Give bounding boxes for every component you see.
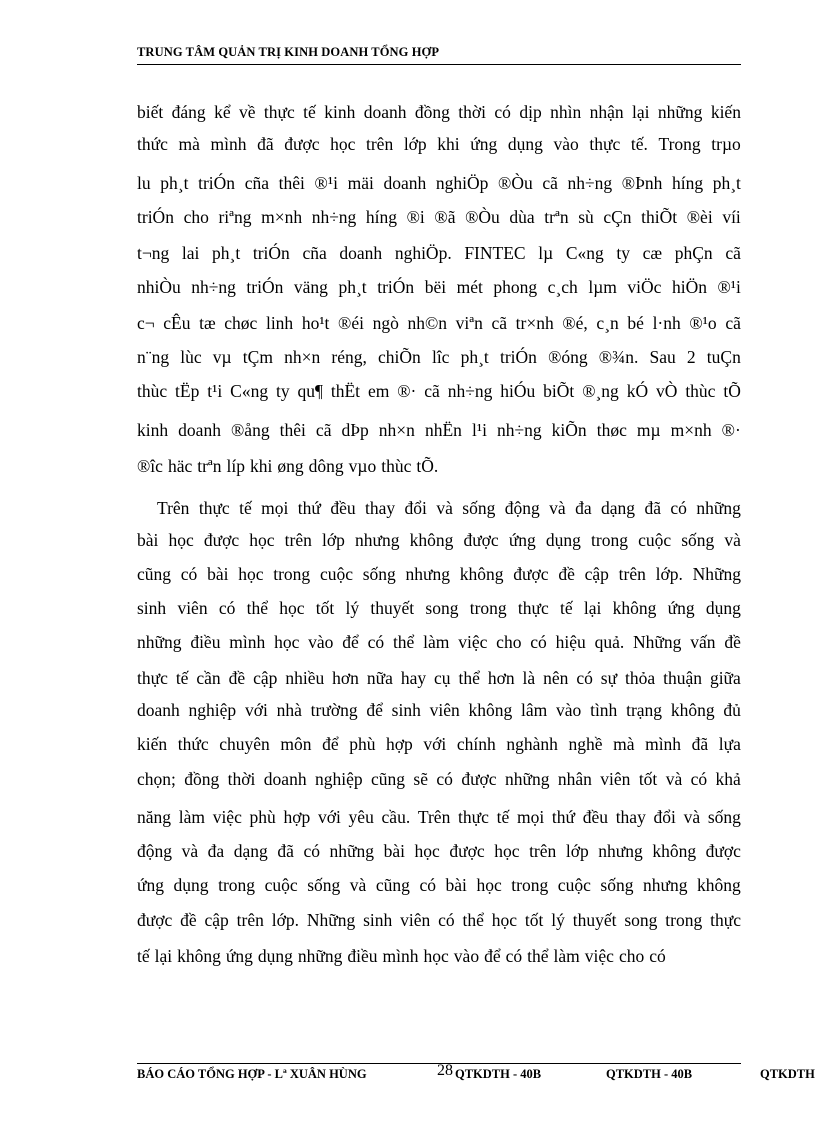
body-line: n¨ng lùc vµ tÇm nh×n réng, chiÕn lîc ph¸t triÓn ®óng ®¾n. Sau 2 tuÇn <box>137 347 741 367</box>
body-line: sinh viên có thể học tốt lý thuyết song trong thực tế lại không ứng dụng <box>137 598 741 618</box>
body-line: nhiÒu nh÷ng triÓn väng ph¸t triÓn bëi mét phong c¸ch lµm viÖc hiÖn ®¹i <box>137 277 741 297</box>
body-line: những điều mình học vào để có thể làm việc cho có hiệu quả. Những vấn đề <box>137 632 741 652</box>
body-line: năng làm việc phù hợp với yêu cầu. Trên thực tế mọi thứ đều thay đổi và sống <box>137 807 741 827</box>
body-line: chọn; đồng thời doanh nghiệp cũng sẽ có được những nhân viên tốt và có khả <box>137 769 741 789</box>
body-line: Trên thực tế mọi thứ đều thay đổi và sống động và đa dạng đã có những <box>157 498 741 518</box>
body-line: c¬ cÊu tæ chøc linh ho¹t ®éi ngò nh©n viªn cã tr×nh ®é, c¸n bé l·nh ®¹o cã <box>137 313 741 333</box>
footer-class-2: QTKDTH - 40B <box>606 1067 693 1081</box>
body-line: kiến thức chuyên môn để phù hợp với chính nghành nghề mà mình đã lựa <box>137 734 741 754</box>
page-header <box>137 44 741 65</box>
footer-page-number: 28 <box>437 1062 453 1079</box>
body-line: được đề cập trên lớp. Những sinh viên có thể học tốt lý thuyết song trong thực <box>137 910 741 930</box>
body-line: triÓn cho riªng m×nh nh÷ng híng ®i ®ã ®Òu dùa trªn sù cÇn thiÕt ®èi víi <box>137 207 741 227</box>
footer-report-title: BÁO CÁO TỔNG HỢP - Lª XUÂN HÙNG <box>137 1067 367 1081</box>
body-line: bài học được học trên lớp nhưng không được ứng dụng trong cuộc sống và <box>137 530 741 550</box>
footer-class-1: QTKDTH - 40B <box>455 1067 542 1081</box>
body-line: kinh doanh ®ång thêi cã dÞp nh×n nhËn l¹i nh÷ng kiÕn thøc mµ m×nh ®· <box>137 420 741 440</box>
body-line: ứng dụng trong cuộc sống và cũng có bài học trong cuộc sống nhưng không <box>137 875 741 895</box>
body-line: thức mà mình đã được học trên lớp khi ứng dụng vào thực tế. Trong trµo <box>137 134 741 154</box>
body-line: t¬ng lai ph¸t triÓn cña doanh nghiÖp. FINTEC lµ C«ng ty cæ phÇn cã <box>137 243 741 263</box>
footer-class-3: QTKDTH <box>760 1067 815 1081</box>
body-line: biết đáng kể về thực tế kinh doanh đồng thời có dịp nhìn nhận lại những kiến <box>137 102 741 122</box>
body-line: lu ph¸t triÓn cña thêi ®¹i mäi doanh nghiÖp ®Òu cã nh÷ng ®Þnh híng ph¸t <box>137 173 741 193</box>
body-line: cũng có bài học trong cuộc sống nhưng không được đề cập trên lớp. Những <box>137 564 741 584</box>
body-line: thực tế cần đề cập nhiều hơn nữa hay cụ thể hơn là nên có sự thỏa thuận giữa <box>137 668 741 688</box>
body-line: động và đa dạng đã có những bài học được học trên lớp nhưng không được <box>137 841 741 861</box>
body-line: ®îc häc trªn líp khi øng dông vµo thùc tÕ. <box>137 456 439 476</box>
body-line: thùc tËp t¹i C«ng ty qu¶ thËt em ®· cã nh÷ng hiÓu biÕt ®¸ng kÓ vÒ thùc tÕ <box>137 381 741 401</box>
body-line: tế lại không ứng dụng những điều mình học vào để có thể làm việc cho có <box>137 946 666 966</box>
body-line: doanh nghiệp với nhà trường để sinh viên không lâm vào tình trạng không đủ <box>137 700 741 720</box>
header-title: TRUNG TÂM QUẢN TRỊ KINH DOANH TỔNG HỢP <box>137 45 440 59</box>
